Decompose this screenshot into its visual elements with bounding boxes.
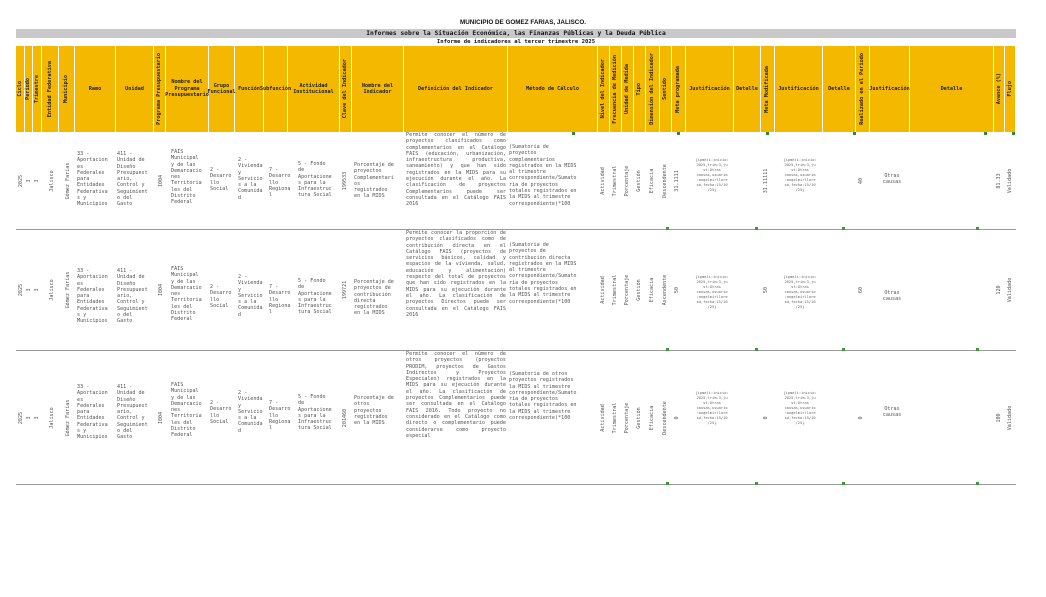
cell-funcion: 2 - Vivienda y Servicio s a la Comunida d: [238, 157, 263, 201]
column-header-label: Justificación: [689, 85, 730, 92]
cell-actividad: 5 - Fondo de Aportacione s para la Infraestruc tura Social: [298, 394, 332, 432]
column-header-label: Programa Presupuestario: [156, 53, 163, 125]
status-marker: [766, 132, 769, 135]
cell-justificacion-meta: {ipmeli:inicio: 2025,trim:3,ju st:Otras causas,usuario :angelmirllore sd,fecha:15/10 /25}: [695, 275, 729, 309]
column-header-label: Unidad: [125, 85, 144, 92]
cell-nombre-programa: FAIS Municipal y de las Demarcacio nes Territoria les del Distrito Federal: [171, 266, 202, 323]
cell-justificacion-meta-modificada: {ipmeli:inicio: 2025,trim:3,ju st:Otras causas,usuario :angelmirllore sd,fecha:15/10 /25}: [783, 158, 817, 192]
cell-sentido: Ascendente: [662, 274, 668, 306]
cell-clave: 199721: [342, 280, 348, 300]
cell-programa: I004: [158, 411, 164, 424]
column-header-label: Actividad Institucional: [293, 82, 334, 95]
cell-unidad-medida: Porcentaje: [624, 165, 630, 196]
cell-nombre-indicador: Porcentaje de proyectos Complementari os registrados en la MIDS: [354, 162, 394, 200]
column-header-unidad: [116, 46, 154, 132]
cell-meta-modificada: 50: [763, 286, 769, 294]
column-header-label: Dimensión del Indicador: [649, 53, 656, 125]
table-row: [16, 132, 1016, 230]
cell-municipio: Gómez Farías: [65, 271, 71, 309]
column-header-label: Método de Cálculo: [525, 85, 580, 92]
cell-meta-modificada: 0: [763, 415, 769, 420]
cell-meta-programada: 31.1111: [674, 169, 680, 192]
cell-tipo: Gestión: [636, 169, 642, 192]
cell-municipio: Gómez Farías: [65, 399, 71, 436]
cell-ramo: 33 - Aportacion es Federales para Entidades Federativa s y Municipios: [77, 268, 108, 325]
cell-realizado: 0: [858, 415, 864, 420]
cell-avance: 100: [996, 412, 1002, 423]
cell-sentido: Descendente: [662, 163, 668, 198]
column-header-grupo-funcional: [209, 46, 235, 132]
status-marker: [1012, 132, 1015, 135]
report-title: Informes sobre la Situación Económica, las Finanzas Públicas y la Deuda Pública: [16, 29, 1016, 38]
cell-subfuncion: 7 - Desarro llo Regiona l: [269, 284, 291, 316]
cell-entidad: Jalisco: [49, 169, 55, 192]
cell-trimestre: 3: [34, 288, 40, 292]
column-header-tipo: [634, 46, 646, 132]
column-header-label: Nombre del Programa Presupuestario: [165, 79, 209, 99]
cell-nivel: Actividad: [600, 276, 606, 304]
cell-grupo-funcional: 2 - Desarro llo Social: [210, 167, 232, 192]
status-marker: [677, 132, 680, 135]
cell-metodo: (Sumatoria de proyectos complementarios registrados en la MIDS al trimestre correspondiente/Sumato ria de proyectos totales registrados en la MIDS al trimestre correspondiente)*100: [509, 144, 577, 207]
cell-grupo-funcional: 2 - Desarro llo Social: [210, 400, 232, 425]
cell-justificacion-meta: {ipmeli:inicio: 2025,trim:3,ju st:Otras causas,usuario :angelmirllore sd,fecha:15/10 /25}: [695, 391, 729, 425]
cell-tipo: Gestión: [636, 406, 642, 429]
column-header-justificacion3: [870, 46, 910, 132]
cell-definicion: Permite conocer la proporción de proyectos clasificados como de contribución directa en el Catálogo FAIS (proyectos de servicios básicos, calidad y espacios de la vivienda, salud, educación y alimentación) respecto del total de proyectos que han sido registrados en la MIDS para su ejecución durante el año. La clasificación de proyectos Directos puede ser consultada en el Catálogo FAIS 2016: [406, 230, 506, 318]
column-header-label: Trimestre: [33, 74, 40, 104]
cell-frecuencia: Trimestral: [612, 165, 618, 196]
cell-frecuencia: Trimestral: [612, 274, 618, 306]
status-marker: [755, 482, 758, 485]
column-header-label: Frecuencia de Medición: [612, 54, 619, 124]
cell-unidad: 411 - Unidad de Diseño Presupuest ario, Control y Seguimient o del Gasto: [117, 268, 148, 325]
cell-funcion: 2 - Vivienda y Servicio s a la Comunida d: [238, 390, 263, 434]
column-header-label: Entidad Federativa: [46, 60, 53, 118]
column-header-actividad: [288, 46, 340, 132]
cell-justificacion-realizado: Otras causas: [882, 406, 902, 419]
column-header-label: Realizado en el Periodo: [859, 53, 866, 125]
column-header-label: Meta Modificada: [764, 65, 771, 113]
column-header-entidad: [42, 46, 59, 132]
cell-sentido: Descendente: [662, 400, 668, 435]
column-header-detalle1: [734, 46, 761, 132]
column-header-label: Grupo Funcional: [207, 82, 236, 95]
column-header-subfuncion: [259, 46, 292, 132]
cell-dimension: Eficacia: [649, 168, 655, 193]
cell-tipo: Gestión: [636, 279, 642, 301]
cell-realizado: 40: [858, 177, 864, 184]
cell-trimestre: 3: [34, 415, 40, 420]
column-header-nivel: [598, 46, 610, 132]
cell-justificacion-realizado: Otras causas: [882, 173, 902, 186]
cell-subfuncion: 7 - Desarro llo Regiona l: [269, 400, 291, 432]
column-header-label: Nombre del Indicador: [361, 82, 394, 95]
cell-periodo: 3: [26, 178, 32, 183]
cell-justificacion-meta-modificada: {ipmeli:inicio: 2025,trim:3,ju st:Otras causas,usuario :angelmirllore sd,fecha:15/10 /25}: [783, 275, 817, 309]
column-header-trimestre: [33, 46, 42, 132]
column-header-label: Flujo: [1006, 81, 1013, 97]
cell-definicion: Permite conocer el número de otros proyectos (proyectos PRODIM, proyectos de Gastos Indirectos y Proyectos Especiales) registrados en la MIDS para su ejecución durante el año. La clasificación de proyectos Complementarios puede ser consultada en el Catálogo FAIS 2016. Todo proyecto no considerado en el Catálogo como directo o complementario puede considerarse como proyecto especial: [406, 351, 506, 439]
cell-grupo-funcional: 2 - Desarro llo Social: [210, 284, 232, 309]
cell-entidad: Jalisco: [49, 279, 55, 301]
column-header-dimension: [646, 46, 660, 132]
cell-clave: 199533: [342, 171, 348, 190]
cell-ramo: 33 - Aportacion es Federales para Entidades Federativa s y Municipios: [77, 384, 108, 441]
status-marker: [976, 482, 979, 485]
column-header-justificacion2: [775, 46, 823, 132]
column-header-label: Avance (%): [995, 73, 1002, 105]
column-header-municipio: [59, 46, 75, 132]
cell-programa: I004: [158, 174, 164, 187]
column-header-meta-modificada: [761, 46, 775, 132]
cell-actividad: 5 - Fondo de Aportacione s para la Infraestruc tura Social: [298, 278, 332, 316]
cell-nivel: Actividad: [600, 166, 606, 195]
cell-subfuncion: 7 - Desarro llo Regiona l: [269, 167, 291, 199]
column-header-label: Tipo: [636, 82, 643, 96]
column-header-clave: [340, 46, 352, 132]
cell-trimestre: 3: [34, 178, 40, 183]
column-header-label: Detalle: [828, 85, 850, 92]
column-header-detalle3: [910, 46, 994, 132]
column-header-meta-programada: [672, 46, 686, 132]
cell-ciclo: 2025: [18, 411, 24, 424]
cell-nombre-indicador: Porcentaje de otros proyectos registrados en la MIDS: [354, 395, 394, 427]
column-header-unidad-medida: [622, 46, 634, 132]
column-header-sentido: [660, 46, 672, 132]
column-header-flujo: [1005, 46, 1016, 132]
column-header-frecuencia: [610, 46, 622, 132]
cell-nombre-programa: FAIS Municipal y de las Demarcacio nes Territoria les del Distrito Federal: [171, 149, 202, 206]
cell-nombre-indicador: Porcentaje de proyectos de contribución directa registrados en la MIDS: [354, 279, 394, 317]
cell-nivel: Actividad: [600, 403, 606, 432]
cell-programa: I004: [158, 283, 164, 297]
column-header-label: Clave del Indicador: [342, 59, 349, 119]
cell-metodo: (Sumatoria de proyectos de contribución directa registrados en la MIDS al trimestre correspondiente/Sumato ria de proyectos totales registrados en la MIDS al trimestre correspondiente)*100: [509, 242, 577, 305]
cell-periodo: 3: [26, 415, 32, 420]
column-header-label: Nivel del Indicador: [600, 59, 607, 119]
cell-municipio: Gómez Farías: [65, 162, 71, 199]
column-header-nombre-indicador: [352, 46, 404, 132]
cell-dimension: Eficacia: [649, 405, 655, 430]
column-header-avance: [994, 46, 1005, 132]
column-header-justificacion1: [686, 46, 734, 132]
column-header-label: Ciclo: [16, 81, 23, 97]
cell-frecuencia: Trimestral: [612, 402, 618, 433]
cell-ramo: 33 - Aportacion es Federales para Entidades Federativa s y Municipios: [77, 151, 108, 208]
column-header-label: Ramo: [88, 85, 102, 92]
status-marker: [842, 482, 845, 485]
cell-flujo: Validado: [1007, 277, 1013, 303]
cell-clave: 201460: [342, 408, 348, 427]
cell-justificacion-meta-modificada: {ipmeli:inicio: 2025,trim:3,ju st:Otras causas,usuario :angelmirllore sd,fecha:15/10 /25}: [783, 391, 817, 425]
column-header-label: Justificación: [778, 85, 819, 92]
cell-unidad-medida: Porcentaje: [624, 274, 630, 306]
cell-meta-modificada: 31.11111: [763, 168, 769, 193]
column-header-metodo: [508, 46, 598, 132]
cell-justificacion-realizado: Otras causas: [882, 290, 902, 303]
cell-definicion: Permite conocer el número de proyectos clasificados como complementarios en el Catálogo FAIS (educación, urbanización, infraestructura productiva, saneamiento) y que han sido registrados en la MIDS para su ejecución durante el año. La clasificación de proyectos Complementarios puede ser consultada en el Catálogo FAIS 2016: [406, 132, 506, 208]
column-header-label: Detalle: [736, 85, 758, 92]
column-header-label: Justificación: [869, 85, 910, 92]
cell-ciclo: 2025: [18, 283, 24, 297]
cell-metodo: (Sumatoria de otros proyectos registrados la MIDS al trimestre correspondiente/Sumato ria de proyectos totales registrados en la MIDS al trimestre correspondiente)*100: [509, 371, 577, 422]
cell-funcion: 2 - Vivienda y Servicio s a la Comunida d: [238, 274, 263, 318]
column-header-label: Meta programada: [675, 65, 682, 113]
cell-dimension: Eficacia: [649, 277, 655, 303]
status-marker: [853, 132, 856, 135]
column-header-ciclo: [16, 46, 25, 132]
cell-flujo: Validado: [1007, 168, 1013, 193]
column-header-label: Municipio: [63, 74, 70, 104]
column-header-nombre-programa: [166, 46, 209, 132]
report-period: Informe de indicadores al tercer trimestre 2025: [436, 39, 596, 45]
cell-unidad: 411 - Unidad de Diseño Presupuest ario, Control y Seguimient o del Gasto: [117, 151, 148, 208]
table-row: [16, 230, 1016, 351]
cell-nombre-programa: FAIS Municipal y de las Demarcacio nes Territoria les del Distrito Federal: [171, 382, 202, 439]
column-header-label: Periodo: [25, 78, 32, 100]
cell-meta-programada: 50: [674, 286, 680, 294]
status-marker: [984, 132, 987, 135]
column-header-periodo: [25, 46, 33, 132]
column-header-definicion: [404, 46, 508, 132]
cell-meta-programada: 0: [674, 415, 680, 420]
table-header: [16, 46, 1016, 132]
cell-avance: 81.33: [996, 172, 1002, 189]
status-marker: [572, 132, 575, 135]
cell-avance: 120: [996, 285, 1002, 295]
column-header-ramo: [75, 46, 116, 132]
column-header-label: Sentido: [662, 78, 669, 100]
column-header-label: Detalle: [940, 85, 963, 92]
cell-flujo: Validado: [1007, 405, 1013, 430]
cell-entidad: Jalisco: [49, 406, 55, 429]
column-header-label: Subfunción: [259, 85, 292, 92]
column-header-realizado: [856, 46, 870, 132]
cell-realizado: 60: [858, 286, 864, 294]
status-marker: [666, 482, 669, 485]
column-header-label: Definición del Indicador: [418, 85, 493, 92]
table-row: [16, 351, 1016, 485]
cell-ciclo: 2025: [18, 174, 24, 187]
cell-actividad: 5 - Fondo de Aportacione s para la Infraestruc tura Social: [298, 161, 332, 199]
column-header-detalle2: [823, 46, 856, 132]
cell-justificacion-meta: {ipmeli:inicio: 2025,trim:3,ju st:Otras causas,usuario :angelmirllore sd,fecha:15/10 /25}: [695, 158, 729, 192]
entity-title: MUNICIPIO DE GOMEZ FARIAS, JALISCO.: [460, 19, 586, 26]
column-header-label: Unidad de Medida: [624, 64, 631, 114]
column-header-label: Función: [238, 85, 260, 92]
cell-periodo: 3: [26, 288, 32, 292]
cell-unidad: 411 - Unidad de Diseño Presupuest ario, Control y Seguimient o del Gasto: [117, 384, 148, 441]
cell-unidad-medida: Porcentaje: [624, 402, 630, 433]
